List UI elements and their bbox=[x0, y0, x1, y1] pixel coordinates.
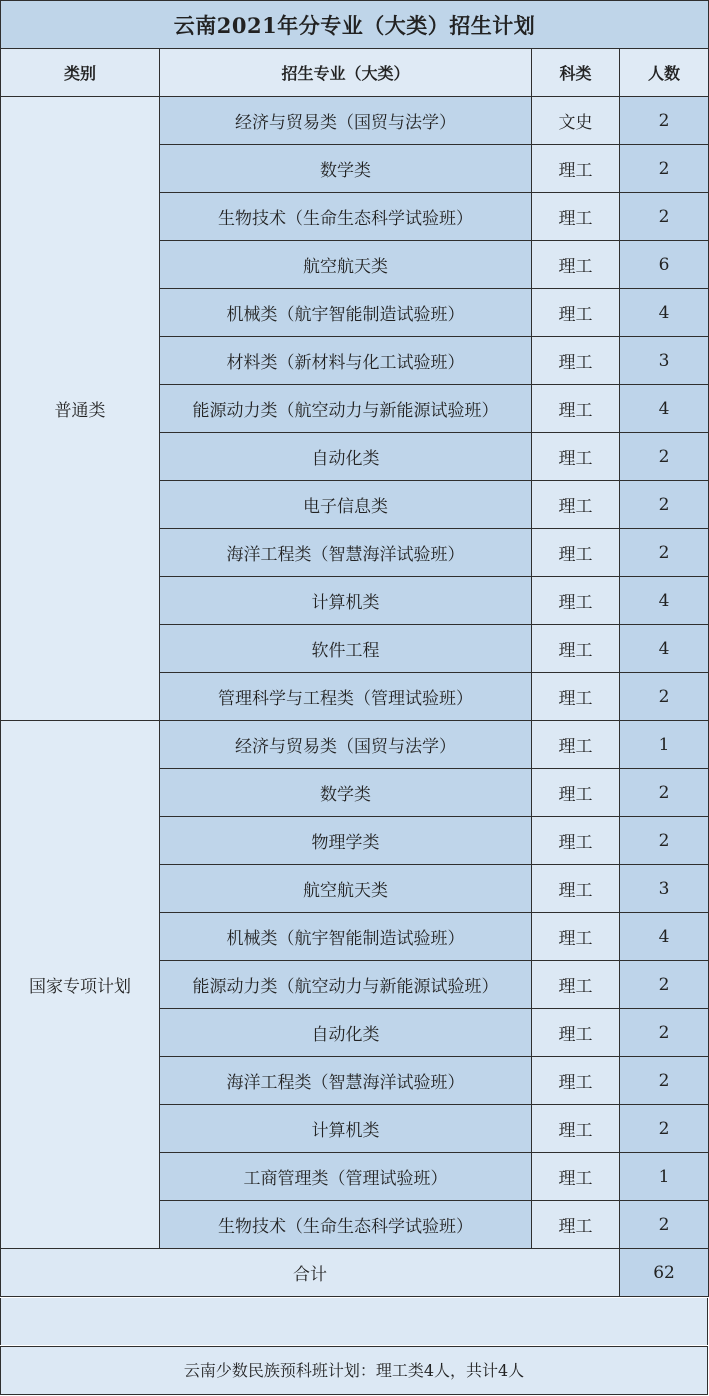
count-cell: 2 bbox=[620, 769, 709, 817]
count-cell: 2 bbox=[620, 1201, 709, 1249]
count-cell: 4 bbox=[620, 913, 709, 961]
subject-cell: 理工 bbox=[532, 673, 620, 721]
subject-cell: 理工 bbox=[532, 385, 620, 433]
subject-cell: 理工 bbox=[532, 145, 620, 193]
major-cell: 机械类（航宇智能制造试验班） bbox=[160, 913, 532, 961]
count-cell: 6 bbox=[620, 241, 709, 289]
table-body bbox=[1, 97, 709, 1249]
count-cell: 2 bbox=[620, 433, 709, 481]
subject-cell: 理工 bbox=[532, 1201, 620, 1249]
blank-row bbox=[0, 1298, 708, 1345]
subject-cell: 理工 bbox=[532, 625, 620, 673]
major-cell: 生物技术（生命生态科学试验班） bbox=[160, 193, 532, 241]
major-cell: 机械类（航宇智能制造试验班） bbox=[160, 289, 532, 337]
subject-cell: 理工 bbox=[532, 193, 620, 241]
subject-cell: 理工 bbox=[532, 1057, 620, 1105]
category-cell: 国家专项计划 bbox=[1, 721, 160, 1249]
count-cell: 3 bbox=[620, 337, 709, 385]
major-cell: 海洋工程类（智慧海洋试验班） bbox=[160, 529, 532, 577]
subject-cell: 理工 bbox=[532, 529, 620, 577]
subject-cell: 理工 bbox=[532, 721, 620, 769]
major-cell: 经济与贸易类（国贸与法学） bbox=[160, 97, 532, 145]
total-count: 62 bbox=[620, 1249, 709, 1297]
major-cell: 电子信息类 bbox=[160, 481, 532, 529]
major-cell: 自动化类 bbox=[160, 433, 532, 481]
count-cell: 2 bbox=[620, 1057, 709, 1105]
major-cell: 航空航天类 bbox=[160, 241, 532, 289]
count-cell: 2 bbox=[620, 193, 709, 241]
count-cell: 2 bbox=[620, 1105, 709, 1153]
major-cell: 自动化类 bbox=[160, 1009, 532, 1057]
subject-cell: 文史 bbox=[532, 97, 620, 145]
header-subject: 科类 bbox=[532, 49, 620, 97]
table-row bbox=[1, 97, 709, 145]
count-cell: 2 bbox=[620, 145, 709, 193]
major-cell: 软件工程 bbox=[160, 625, 532, 673]
table-row bbox=[1, 721, 709, 769]
count-cell: 3 bbox=[620, 865, 709, 913]
major-cell: 材料类（新材料与化工试验班） bbox=[160, 337, 532, 385]
subject-cell: 理工 bbox=[532, 1009, 620, 1057]
count-cell: 2 bbox=[620, 481, 709, 529]
total-label: 合计 bbox=[1, 1249, 620, 1297]
count-cell: 4 bbox=[620, 385, 709, 433]
count-cell: 4 bbox=[620, 625, 709, 673]
subject-cell: 理工 bbox=[532, 961, 620, 1009]
subject-cell: 理工 bbox=[532, 577, 620, 625]
table-title: 云南2021年分专业（大类）招生计划 bbox=[1, 1, 709, 49]
major-cell: 数学类 bbox=[160, 145, 532, 193]
subject-cell: 理工 bbox=[532, 913, 620, 961]
subject-cell: 理工 bbox=[532, 241, 620, 289]
count-cell: 2 bbox=[620, 961, 709, 1009]
count-cell: 2 bbox=[620, 817, 709, 865]
subject-cell: 理工 bbox=[532, 865, 620, 913]
major-cell: 数学类 bbox=[160, 769, 532, 817]
major-cell: 生物技术（生命生态科学试验班） bbox=[160, 1201, 532, 1249]
count-cell: 2 bbox=[620, 97, 709, 145]
major-cell: 管理科学与工程类（管理试验班） bbox=[160, 673, 532, 721]
major-cell: 能源动力类（航空动力与新能源试验班） bbox=[160, 385, 532, 433]
subject-cell: 理工 bbox=[532, 769, 620, 817]
header-major: 招生专业（大类） bbox=[160, 49, 532, 97]
category-cell: 普通类 bbox=[1, 97, 160, 721]
major-cell: 经济与贸易类（国贸与法学） bbox=[160, 721, 532, 769]
major-cell: 能源动力类（航空动力与新能源试验班） bbox=[160, 961, 532, 1009]
count-cell: 1 bbox=[620, 721, 709, 769]
count-cell: 2 bbox=[620, 529, 709, 577]
footnote: 云南少数民族预科班计划：理工类4人，共计4人 bbox=[0, 1346, 708, 1395]
subject-cell: 理工 bbox=[532, 1105, 620, 1153]
header-category: 类别 bbox=[1, 49, 160, 97]
subject-cell: 理工 bbox=[532, 817, 620, 865]
subject-cell: 理工 bbox=[532, 433, 620, 481]
count-cell: 1 bbox=[620, 1153, 709, 1201]
major-cell: 物理学类 bbox=[160, 817, 532, 865]
subject-cell: 理工 bbox=[532, 337, 620, 385]
count-cell: 2 bbox=[620, 1009, 709, 1057]
major-cell: 航空航天类 bbox=[160, 865, 532, 913]
subject-cell: 理工 bbox=[532, 481, 620, 529]
subject-cell: 理工 bbox=[532, 289, 620, 337]
major-cell: 海洋工程类（智慧海洋试验班） bbox=[160, 1057, 532, 1105]
count-cell: 4 bbox=[620, 289, 709, 337]
major-cell: 计算机类 bbox=[160, 1105, 532, 1153]
major-cell: 工商管理类（管理试验班） bbox=[160, 1153, 532, 1201]
count-cell: 4 bbox=[620, 577, 709, 625]
count-cell: 2 bbox=[620, 673, 709, 721]
header-count: 人数 bbox=[620, 49, 709, 97]
major-cell: 计算机类 bbox=[160, 577, 532, 625]
subject-cell: 理工 bbox=[532, 1153, 620, 1201]
